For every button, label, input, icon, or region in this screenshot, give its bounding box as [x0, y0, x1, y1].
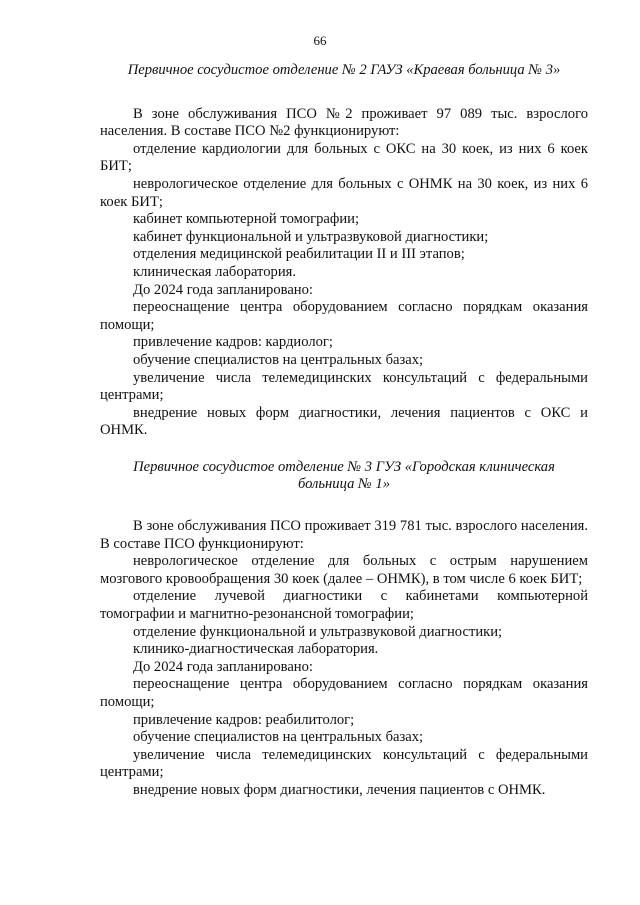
list-item: переоснащение центра оборудованием согласно порядкам оказания помощи; [100, 299, 588, 333]
list-item: обучение специалистов на центральных базах; [133, 351, 424, 368]
list-item: кабинет функциональной и ультразвуковой диагностики; [133, 228, 489, 245]
paragraph: До 2024 года запланировано: [133, 658, 313, 675]
list-item: неврологическое отделение для больных с ОНМК на 30 коек, из них 6 коек БИТ; [100, 175, 588, 210]
list-item: отделение функциональной и ультразвуковой диагностики; [133, 623, 503, 640]
list-item: клиническая лаборатория. [133, 263, 296, 280]
section-heading: Первичное сосудистое отделение № 2 ГАУЗ «Краевая больница № 3» [127, 62, 561, 78]
list-item: увеличение числа телемедицинских консультаций с федеральными центрами; [100, 746, 588, 781]
list-item: отделение кардиологии для больных с ОКС на 30 коек, из них 6 коек БИТ; [100, 140, 588, 175]
list-item: неврологическое отделение для больных с острым нарушением мозгового кровообращения 30 коек (далее – ОНМК), в том числе 6 коек БИТ; [100, 553, 588, 587]
list-item: кабинет компьютерной томографии; [133, 211, 360, 228]
list-item: обучение специалистов на центральных базах; [133, 729, 424, 746]
section-heading: Первичное сосудистое отделение № 3 ГУЗ «Городская клиническая больница № 1» [133, 458, 555, 493]
section-pso-2 [100, 62, 588, 440]
list-item: клинико-диагностическая лаборатория. [133, 641, 379, 658]
section-pso-3 [100, 459, 588, 800]
page-content [100, 62, 588, 800]
paragraph: До 2024 года запланировано: [133, 281, 313, 298]
paragraph: В зоне обслуживания ПСО №2 проживает 97 089 тыс. взрослого населения. В составе ПСО №2 функционируют: [100, 105, 588, 140]
list-item: отделение лучевой диагностики с кабинетами компьютерной томографии и магнитно-резонансной томографии; [100, 588, 588, 623]
list-item: увеличение числа телемедицинских консультаций с федеральными центрами; [100, 369, 588, 404]
list-item: внедрение новых форм диагностики, лечения пациентов с ОНМК. [133, 781, 546, 798]
list-item: отделения медицинской реабилитации II и III этапов; [133, 246, 465, 263]
list-item: привлечение кадров: кардиолог; [133, 334, 333, 351]
page-number: 66 [313, 33, 327, 48]
list-item: внедрение новых форм диагностики, лечения пациентов с ОКС и ОНМК. [100, 404, 588, 439]
paragraph: В зоне обслуживания ПСО проживает 319 781 тыс. взрослого населения. В составе ПСО функционируют: [100, 518, 588, 552]
list-item: переоснащение центра оборудованием согласно порядкам оказания помощи; [100, 676, 588, 710]
list-item: привлечение кадров: реабилитолог; [133, 711, 355, 728]
